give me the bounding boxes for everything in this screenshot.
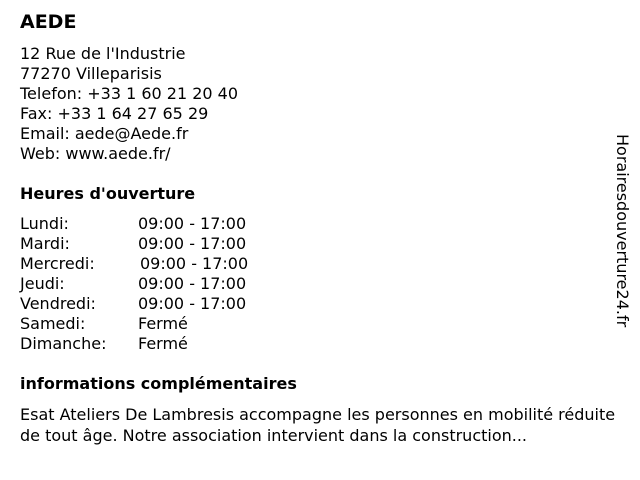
phone-number: Telefon: +33 1 60 21 20 40 bbox=[20, 84, 239, 103]
additional-info-title: informations complémentaires bbox=[20, 374, 297, 393]
day-label: Mercredi: bbox=[20, 254, 95, 273]
day-label: Vendredi: bbox=[20, 294, 96, 313]
fax-number: Fax: +33 1 64 27 65 29 bbox=[20, 104, 209, 123]
day-hours: Fermé bbox=[138, 334, 188, 353]
watermark bbox=[612, 134, 636, 364]
website: Web: www.aede.fr/ bbox=[20, 144, 171, 163]
day-label: Jeudi: bbox=[20, 274, 65, 293]
city-address: 77270 Villeparisis bbox=[20, 64, 162, 83]
day-label: Mardi: bbox=[20, 234, 70, 253]
street-address: 12 Rue de l'Industrie bbox=[20, 44, 186, 63]
hours-row-mardi bbox=[20, 234, 280, 254]
day-hours: 09:00 - 17:00 bbox=[140, 254, 249, 273]
contact-details bbox=[20, 44, 238, 164]
day-hours: 09:00 - 17:00 bbox=[138, 274, 247, 293]
hours-row-lundi bbox=[20, 214, 280, 234]
company-name: AEDE bbox=[20, 11, 77, 33]
hours-row-samedi bbox=[20, 314, 280, 334]
hours-row-mercredi bbox=[20, 254, 280, 274]
opening-hours-title: Heures d'ouverture bbox=[20, 184, 196, 203]
email-address: Email: aede@Aede.fr bbox=[20, 124, 189, 143]
hours-row-jeudi bbox=[20, 274, 280, 294]
day-label: Dimanche: bbox=[20, 334, 107, 353]
day-label: Lundi: bbox=[20, 214, 69, 233]
watermark-text: Horairesdouverture24.fr bbox=[613, 134, 632, 328]
hours-row-dimanche bbox=[20, 334, 280, 354]
day-hours: 09:00 - 17:00 bbox=[138, 214, 247, 233]
day-label: Samedi: bbox=[20, 314, 86, 333]
day-hours: 09:00 - 17:00 bbox=[138, 234, 247, 253]
hours-row-vendredi bbox=[20, 294, 280, 314]
additional-info-text: Esat Ateliers De Lambresis accompagne les personnes en mobilité réduite de tout âge. Notre association intervient dans la construction... bbox=[20, 405, 616, 445]
opening-hours-table bbox=[20, 214, 280, 354]
day-hours: Fermé bbox=[138, 314, 188, 333]
day-hours: 09:00 - 17:00 bbox=[138, 294, 247, 313]
